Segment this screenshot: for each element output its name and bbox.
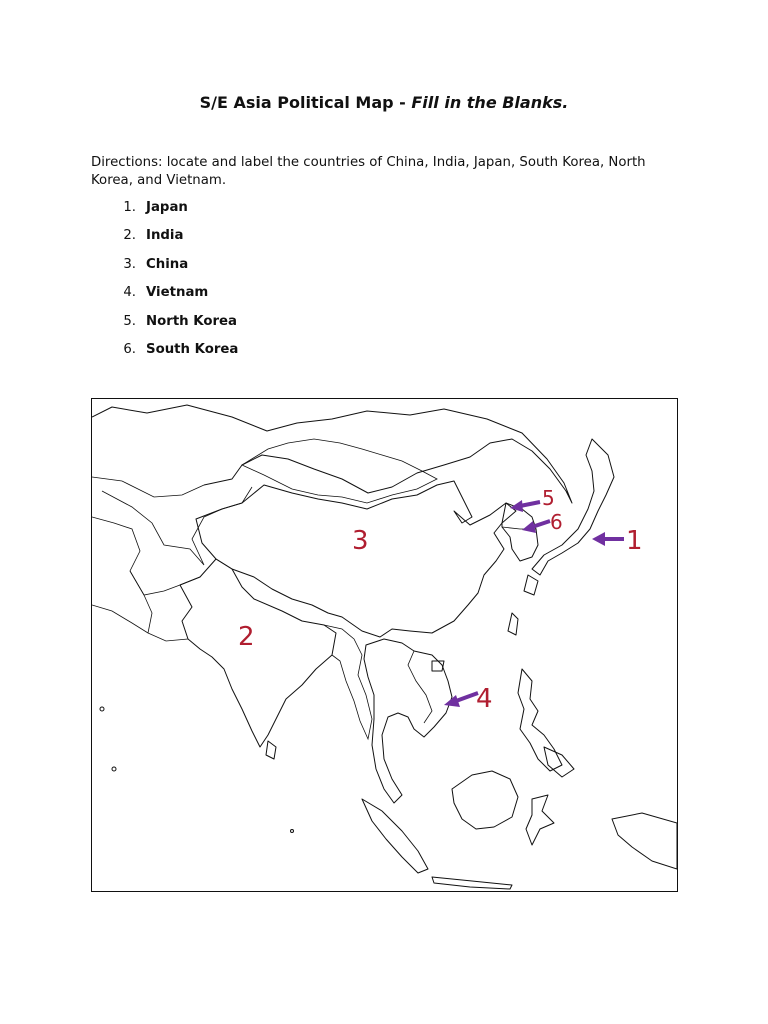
answer-india: India	[146, 228, 184, 244]
china-outline	[196, 481, 516, 637]
map-label-1: 1	[626, 526, 643, 556]
philippines-outline	[518, 669, 562, 771]
arrow-4	[444, 693, 478, 707]
map-label-6: 6	[550, 510, 563, 534]
sri-lanka-outline	[266, 741, 276, 759]
list-item: 6. South Korea	[91, 341, 238, 369]
pakistan-border	[92, 571, 188, 641]
list-item: 5. North Korea	[91, 313, 238, 341]
new-guinea-outline	[612, 813, 677, 869]
asia-political-map	[91, 398, 678, 892]
answer-south-korea: South Korea	[146, 341, 239, 357]
title-italic: Fill in the Blanks.	[411, 93, 569, 112]
island-dot	[291, 830, 294, 833]
answer-japan: Japan	[146, 200, 188, 215]
sulawesi-outline	[526, 795, 554, 845]
answer-vietnam: Vietnam	[146, 285, 209, 301]
indochina-outline	[364, 639, 452, 803]
russia-outline	[92, 405, 572, 503]
philippines-south	[544, 747, 574, 777]
island-dot	[112, 767, 116, 771]
central-asia-borders	[92, 477, 252, 595]
japan-kyushu	[524, 575, 538, 595]
list-item: 4. Vietnam	[91, 284, 238, 312]
arrow-1	[592, 532, 624, 546]
india-outline	[180, 559, 336, 747]
list-item: 3. China	[91, 256, 238, 284]
answer-north-korea: North Korea	[146, 313, 238, 329]
map-label-3: 3	[352, 526, 369, 556]
page-title	[0, 93, 768, 112]
island-dot	[100, 707, 104, 711]
myanmar-outline	[324, 625, 372, 739]
list-item: 2. India	[91, 227, 238, 255]
map-label-5: 5	[542, 486, 555, 510]
map-label-2: 2	[238, 622, 255, 652]
list-item: 1. Japan	[91, 199, 238, 227]
vietnam-border	[408, 651, 432, 723]
borneo-outline	[452, 771, 518, 829]
mongolia-outline	[242, 439, 437, 503]
answer-china: China	[146, 256, 189, 272]
answer-list	[91, 199, 238, 369]
directions-text: Directions: locate and label the countries of China, India, Japan, South Korea, North Korea, and Vietnam.	[91, 155, 646, 188]
taiwan-outline	[508, 613, 518, 635]
java-outline	[432, 877, 512, 889]
map-outline	[92, 399, 677, 891]
title-main: S/E Asia Political Map -	[199, 93, 412, 112]
map-label-4: 4	[476, 684, 493, 714]
sumatra-outline	[362, 799, 428, 873]
